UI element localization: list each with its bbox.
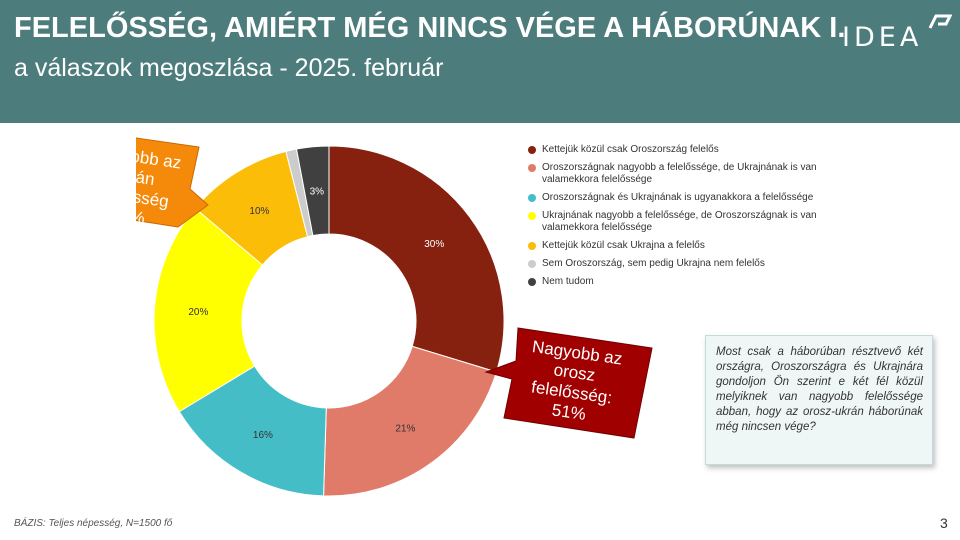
idea-logo bbox=[842, 14, 952, 54]
russia-callout-text: Nagyobb az orosz felelősség: 51% bbox=[530, 337, 624, 424]
page-number: 3 bbox=[940, 515, 948, 531]
legend-swatch-6 bbox=[528, 278, 536, 286]
logo-mark-icon bbox=[842, 14, 952, 54]
donut-slice-0 bbox=[329, 146, 504, 372]
legend-item-4 bbox=[528, 240, 868, 252]
legend-label-3: Ukrajnának nagyobb a felelőssége, de Oroszországnak is van valamekkora felelőssége bbox=[542, 210, 817, 233]
slice-label-3: 20% bbox=[188, 306, 209, 318]
legend-label-5: Sem Oroszország, sem pedig Ukrajna nem felelős bbox=[542, 258, 765, 269]
legend-swatch-0 bbox=[528, 146, 536, 154]
question-box bbox=[705, 335, 933, 465]
legend-label-1: Oroszországnak nagyobb a felelőssége, de Ukrajnának is van valamekkora felelőssége bbox=[542, 162, 817, 185]
legend-swatch-3 bbox=[528, 212, 536, 220]
legend-label-4: Kettejük közül csak Ukrajna a felelős bbox=[542, 240, 705, 251]
slice-label-1: 21% bbox=[395, 423, 416, 435]
page-subtitle: a válaszok megoszlása - 2025. február bbox=[14, 54, 444, 82]
legend-item-0 bbox=[528, 144, 868, 156]
slice-label-0: 30% bbox=[424, 239, 445, 251]
page-title: FELELŐSSÉG, AMIÉRT MÉG NINCS VÉGE A HÁBORÚNAK I. bbox=[14, 12, 846, 44]
legend-swatch-1 bbox=[528, 164, 536, 172]
legend-label-6: Nem tudom bbox=[542, 276, 594, 287]
header-bar bbox=[0, 0, 960, 123]
legend-label-2: Oroszországnak és Ukrajnának is ugyanakkora a felelőssége bbox=[542, 192, 814, 203]
legend-item-6 bbox=[528, 276, 868, 288]
footnote: BÁZIS: Teljes népesség, N=1500 fő bbox=[14, 518, 173, 529]
legend-swatch-4 bbox=[528, 242, 536, 250]
legend-label-0: Kettejük közül csak Oroszország felelős bbox=[542, 144, 719, 155]
donut-slice-1 bbox=[324, 346, 497, 496]
legend-item-1 bbox=[528, 162, 868, 186]
legend-swatch-5 bbox=[528, 260, 536, 268]
legend-swatch-2 bbox=[528, 194, 536, 202]
slice-label-2: 16% bbox=[252, 430, 273, 442]
legend-item-2 bbox=[528, 192, 868, 204]
legend-item-3 bbox=[528, 210, 868, 234]
ukraine-callout-text: Nagyobb az ukrán felelősség 30% bbox=[89, 141, 183, 228]
slice-label-6: 3% bbox=[309, 186, 325, 198]
question-text: Most csak a háborúban résztvevő két országra, Oroszországra és Ukrajnára gondoljon Ön szerint e két fél közül melyiknek van nagyobb felelőssége abban, hogy az orosz-ukrán háborúnak még nincsen vége? bbox=[716, 346, 923, 433]
slice-label-4: 10% bbox=[249, 206, 270, 218]
chart-legend bbox=[528, 144, 868, 294]
legend-item-5 bbox=[528, 258, 868, 270]
logo-text: IDEA bbox=[842, 22, 923, 53]
